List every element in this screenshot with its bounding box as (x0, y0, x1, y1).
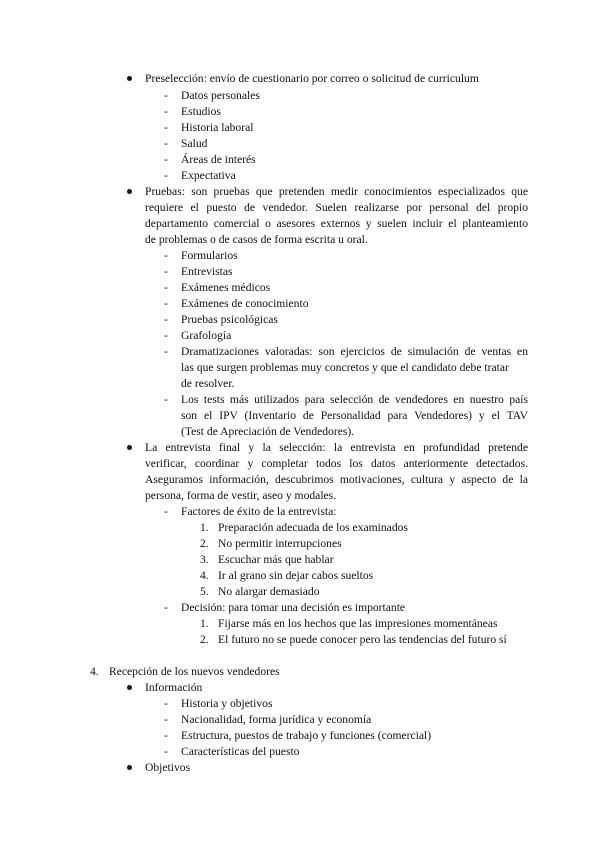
list-number: 2. (200, 537, 209, 550)
dash-marker: - (164, 393, 168, 406)
dramatizaciones-line: de resolver. (181, 377, 235, 390)
entrevista-text-line: La entrevista final y la selección: la entrevista en profundidad pretende (145, 441, 528, 454)
pruebas-text-line: departamento comercial o asesores externos y suelen incluir el planteamiento (145, 217, 528, 230)
list-item: Entrevistas (181, 265, 233, 278)
dramatizaciones-line: Dramatizaciones valoradas: son ejercicios de simulación de ventas en (181, 345, 528, 358)
factores-title: Factores de éxito de la entrevista: (181, 505, 337, 518)
dash-marker: - (164, 297, 168, 310)
bullet-icon (127, 685, 132, 690)
numbered-item: No permitir interrupciones (218, 537, 342, 550)
list-number: 1. (200, 521, 209, 534)
list-item: Pruebas psicológicas (181, 313, 278, 326)
dash-marker: - (164, 713, 168, 726)
bullet-icon (127, 76, 132, 81)
dash-marker: - (164, 121, 168, 134)
list-item: Exámenes médicos (181, 281, 271, 294)
numbered-item: Fijarse más en los hechos que las impresiones momentáneas (218, 617, 498, 630)
tests-line: son el IPV (Inventario de Personalidad para Vendedores) y el TAV (181, 409, 528, 422)
numbered-item: Ir al grano sin dejar cabos sueltos (218, 569, 374, 582)
dash-marker: - (164, 281, 168, 294)
pruebas-text-line: de problemas o de casos de forma escrita u oral. (145, 233, 368, 246)
pruebas-text-line: Pruebas: son pruebas que pretenden medir conocimientos especializados que (145, 185, 528, 198)
numbered-item: No alargar demasiado (218, 585, 320, 598)
dash-marker: - (164, 505, 168, 518)
numbered-item: Escuchar más que hablar (218, 553, 334, 566)
list-number: 1. (200, 617, 209, 630)
tests-line: Los tests más utilizados para selección de vendedores en nuestro país (181, 393, 528, 406)
numbered-item: Preparación adecuada de los examinados (218, 521, 408, 534)
dash-marker: - (164, 265, 168, 278)
preseleccion-text: Preselección: envío de cuestionario por correo o solicitud de curriculum (145, 72, 479, 85)
dash-marker: - (164, 89, 168, 102)
informacion-title: Información (145, 681, 203, 694)
list-item: Formularios (181, 249, 238, 262)
list-item: Estudios (181, 105, 221, 118)
list-item: Áreas de interés (181, 153, 256, 166)
decision-title: Decisión: para tomar una decisión es importante (181, 601, 406, 614)
list-number: 5. (200, 585, 209, 598)
entrevista-text-line: persona, forma de vestir, aseo y modales. (145, 489, 337, 502)
list-item: Salud (181, 137, 208, 150)
dash-marker: - (164, 697, 168, 710)
list-number: 4. (200, 569, 209, 582)
dash-marker: - (164, 137, 168, 150)
dash-marker: - (164, 313, 168, 326)
list-item: Características del puesto (181, 745, 300, 758)
list-item: Historia laboral (181, 121, 254, 134)
dash-marker: - (164, 729, 168, 742)
list-item: Expectativa (181, 169, 236, 182)
tests-line: (Test de Apreciación de Vendedores). (181, 425, 355, 438)
bullet-icon (127, 189, 132, 194)
list-item: Historia y objetivos (181, 697, 273, 710)
dash-marker: - (164, 745, 168, 758)
list-item: Datos personales (181, 89, 260, 102)
section-number: 4. (90, 665, 99, 678)
bullet-icon (127, 765, 132, 770)
list-number: 2. (200, 633, 209, 646)
list-item: Nacionalidad, forma jurídica y economía (181, 713, 372, 726)
pruebas-text-line: requiere el puesto de vendedor. Suelen realizarse por personal del propio (145, 201, 528, 214)
dash-marker: - (164, 601, 168, 614)
dash-marker: - (164, 249, 168, 262)
dash-marker: - (164, 345, 168, 358)
list-number: 3. (200, 553, 209, 566)
dash-marker: - (164, 169, 168, 182)
list-item: Grafología (181, 329, 232, 342)
list-item: Exámenes de conocimiento (181, 297, 309, 310)
bullet-icon (127, 445, 132, 450)
dash-marker: - (164, 153, 168, 166)
numbered-item: El futuro no se puede conocer pero las tendencias del futuro sí (218, 633, 507, 646)
dramatizaciones-line: las que surgen problemas muy concretos y que el candidato debe tratar (181, 361, 509, 374)
dash-marker: - (164, 329, 168, 342)
section-title: Recepción de los nuevos vendedores (109, 665, 280, 678)
entrevista-text-line: Aseguramos información, descubrimos motivaciones, cultura y aspecto de la (145, 473, 528, 486)
list-item: Estructura, puestos de trabajo y funciones (comercial) (181, 729, 432, 742)
objetivos-title: Objetivos (145, 761, 191, 774)
dash-marker: - (164, 105, 168, 118)
entrevista-text-line: verificar, coordinar y completar todos los datos anteriormente detectados. (145, 457, 528, 470)
